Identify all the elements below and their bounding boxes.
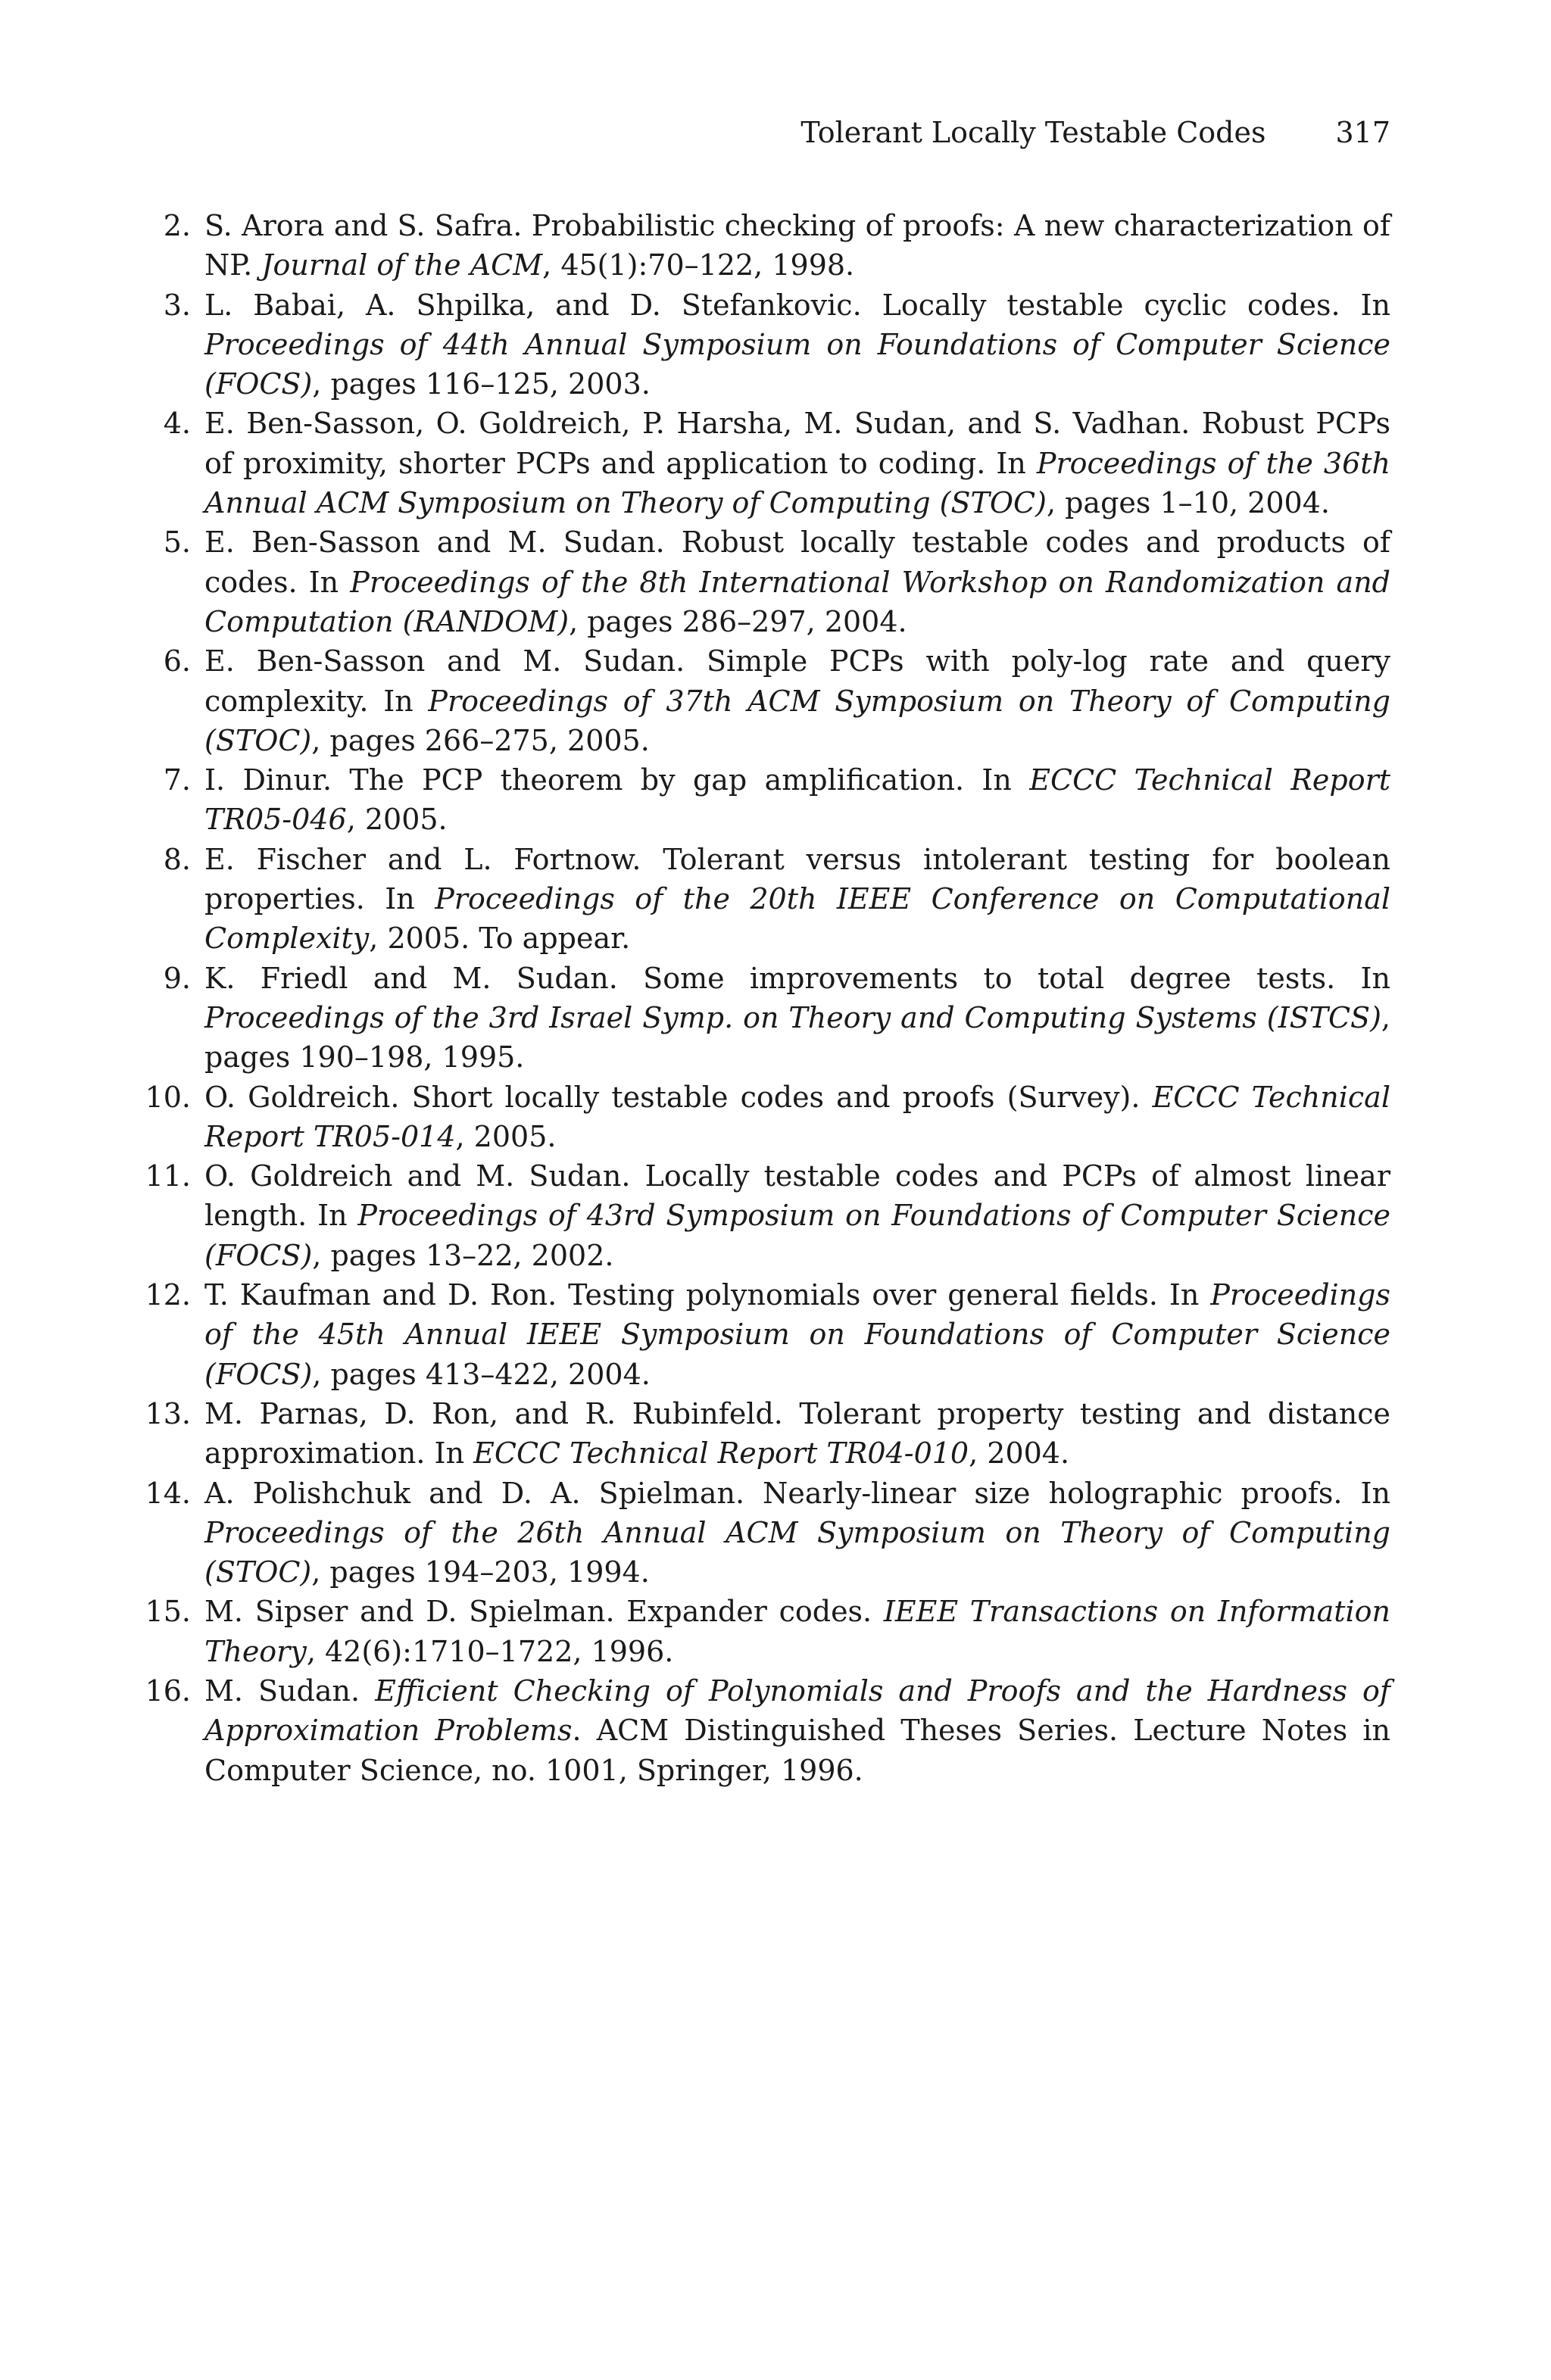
reference-item [163,404,1390,522]
reference-venue: Proceedings of the 36th Annual ACM Symposium on Theory of Computing (STOC) [204,446,1390,520]
reference-number: 7. [163,763,191,797]
running-head [204,114,1390,151]
reference-item [163,522,1390,641]
reference-text: M. Sipser and D. Spielman. Expander codes. IEEE Transactions on Information Theory, 42(6):1710–1722, 1996. [204,1595,1390,1668]
reference-text: E. Fischer and L. Fortnow. Tolerant versus intolerant testing for boolean properties. In Proceedings of the 20th IEEE Conference on Computational Complexity, 2005. To appear. [204,842,1390,956]
reference-text: S. Arora and S. Safra. Probabilistic checking of proofs: A new characterization of NP. Journal of the ACM, 45(1):70–122, 1998. [204,209,1390,282]
reference-item [145,1474,1390,1592]
reference-item [145,1592,1390,1671]
reference-venue: ECCC Technical Report TR04-010 [473,1436,969,1471]
reference-text: A. Polishchuk and D. A. Spielman. Nearly-linear size holographic proofs. In Proceedings of the 26th Annual ACM Symposium on Theory of Computing (STOC), pages 194–203, 1994. [204,1476,1390,1589]
reference-item [145,1671,1391,1790]
reference-number: 2. [163,209,191,242]
reference-venue: Proceedings of the 45th Annual IEEE Symposium on Foundations of Computer Science (FOCS) [204,1278,1390,1391]
reference-venue: Proceedings of the 20th IEEE Conference on Computational Complexity [204,882,1390,956]
reference-venue: ECCC Technical Report TR05-046 [204,763,1391,837]
reference-text: T. Kaufman and D. Ron. Testing polynomials over general fields. In Proceedings of the 45th Annual IEEE Symposium on Foundations of Computer Science (FOCS), pages 413–422, 2004. [204,1278,1390,1391]
reference-venue: ECCC Technical Report TR05-014 [204,1080,1390,1153]
reference-number: 14. [145,1476,191,1510]
reference-venue: Proceedings of 44th Annual Symposium on Foundations of Computer Science (FOCS) [204,327,1390,401]
reference-item [163,206,1390,285]
reference-venue: Efficient Checking of Polynomials and Proofs and the Hardness of Approximation Problems [204,1673,1391,1748]
reference-item [163,959,1390,1078]
reference-text: O. Goldreich and M. Sudan. Locally testable codes and PCPs of almost linear length. In Proceedings of 43rd Symposium on Foundations of Computer Science (FOCS), pages 13–22, 2002. [204,1159,1390,1272]
reference-text: O. Goldreich. Short locally testable codes and proofs (Survey). ECCC Technical Report TR05-014, 2005. [204,1080,1390,1153]
page-number: 317 [1335,116,1390,149]
reference-number: 8. [163,842,191,876]
reference-number: 4. [163,407,191,441]
reference-venue: Proceedings of the 8th International Workshop on Randomization and Computation (RANDOM) [204,565,1390,638]
reference-number: 11. [145,1159,191,1193]
reference-number: 3. [163,288,191,322]
reference-text: K. Friedl and M. Sudan. Some improvements to total degree tests. In Proceedings of the 3rd Israel Symp. on Theory and Computing Systems (ISTCS), pages 190–198, 1995. [204,961,1390,1075]
reference-text: E. Ben-Sasson, O. Goldreich, P. Harsha, M. Sudan, and S. Vadhan. Robust PCPs of proximity, shorter PCPs and application to coding. In Proceedings of the 36th Annual ACM Symposium on Theory of Computing (STOC), pages 1–10, 2004. [204,407,1390,520]
reference-text: E. Ben-Sasson and M. Sudan. Simple PCPs with poly-log rate and query complexity. In Proceedings of 37th ACM Symposium on Theory of Computing (STOC), pages 266–275, 2005. [204,644,1390,757]
reference-text: M. Parnas, D. Ron, and R. Rubinfeld. Tolerant property testing and distance approximation. In ECCC Technical Report TR04-010, 2004. [204,1396,1390,1471]
reference-item [163,840,1390,959]
reference-text: I. Dinur. The PCP theorem by gap amplification. In ECCC Technical Report TR05-046, 2005. [204,763,1391,837]
reference-item [145,1156,1390,1275]
running-head-title: Tolerant Locally Testable Codes [800,116,1266,149]
reference-number: 6. [163,644,191,678]
reference-item [163,641,1390,760]
reference-text: L. Babai, A. Shpilka, and D. Stefankovic. Locally testable cyclic codes. In Proceedings of 44th Annual Symposium on Foundations of Computer Science (FOCS), pages 116–125, 2003. [204,288,1390,401]
reference-number: 12. [145,1278,191,1312]
reference-item [163,285,1390,404]
reference-number: 5. [163,526,191,560]
reference-venue: Proceedings of 37th ACM Symposium on Theory of Computing (STOC) [204,684,1390,757]
reference-text: E. Ben-Sasson and M. Sudan. Robust locally testable codes and products of codes. In Proceedings of the 8th International Workshop on Randomization and Computation (RANDOM), pages 286–297, 2004. [204,526,1390,638]
reference-item [145,1078,1390,1157]
reference-item [145,1275,1390,1394]
reference-venue: Proceedings of 43rd Symposium on Foundations of Computer Science (FOCS) [204,1199,1390,1272]
reference-number: 9. [163,961,191,995]
reference-number: 10. [145,1080,191,1114]
reference-venue: Journal of the ACM [261,248,543,282]
reference-item [145,1394,1390,1474]
reference-number: 15. [145,1595,191,1629]
reference-number: 13. [145,1396,191,1430]
reference-venue: IEEE Transactions on Information Theory [204,1595,1390,1668]
reference-number: 16. [145,1673,191,1708]
reference-venue: Proceedings of the 3rd Israel Symp. on Theory and Computing Systems (ISTCS) [204,1000,1381,1034]
reference-venue: Proceedings of the 26th Annual ACM Symposium on Theory of Computing (STOC) [204,1515,1390,1589]
reference-item [163,760,1391,840]
reference-text: M. Sudan. Efficient Checking of Polynomials and Proofs and the Hardness of Approximation Problems. ACM Distinguished Theses Series. Lecture Notes in Computer Science, no. 1001, Springer, 1996. [204,1673,1391,1787]
reference-list [145,206,1391,1790]
